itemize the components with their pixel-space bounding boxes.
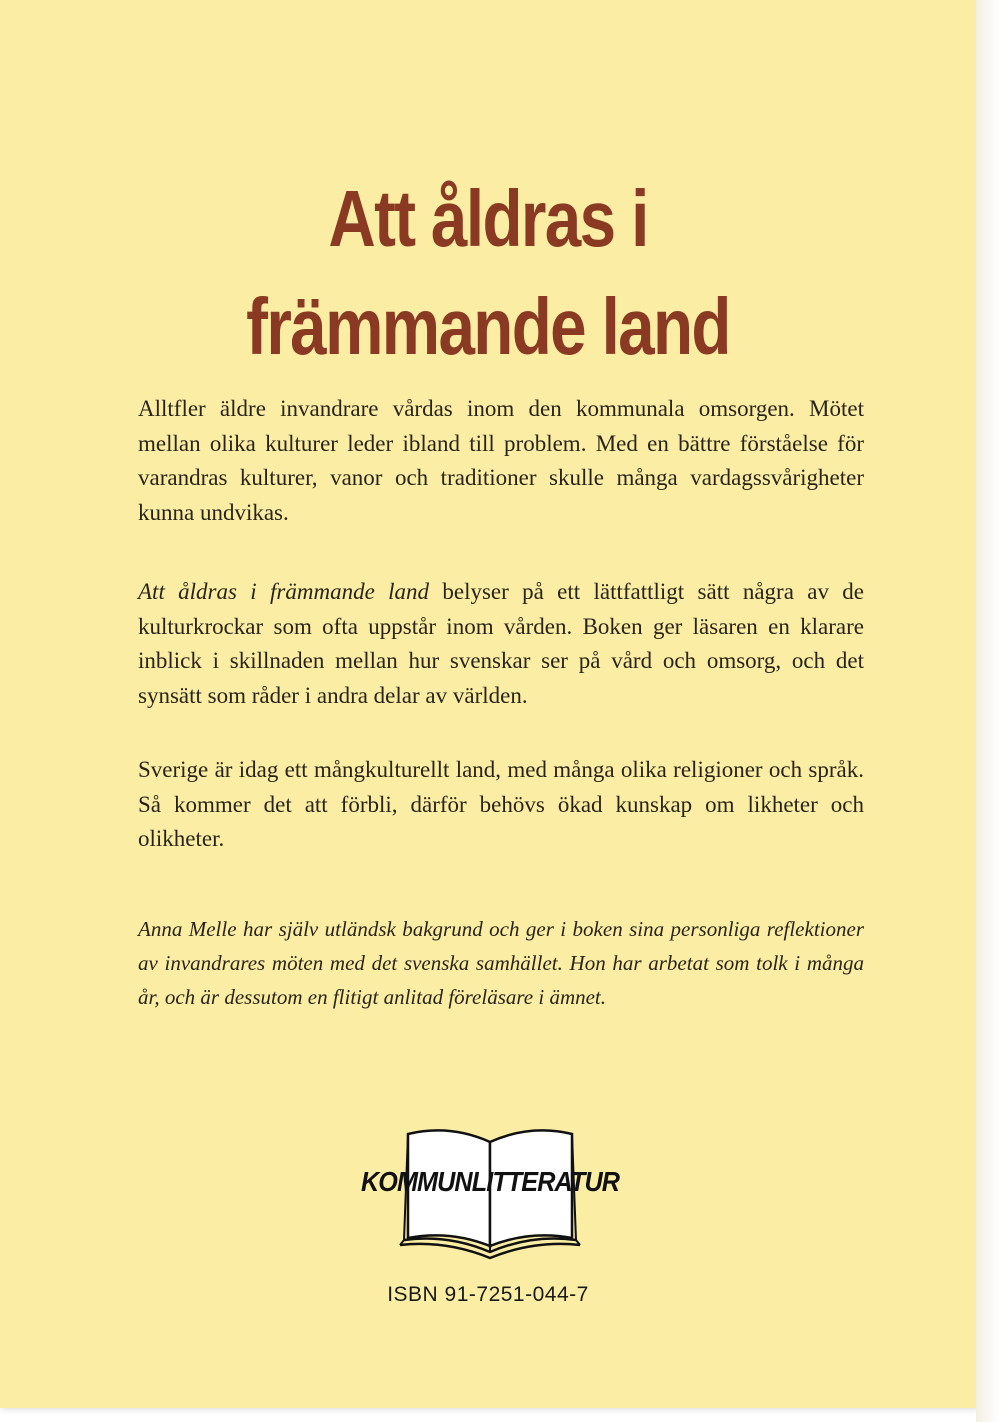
title-line-1: Att åldras i (328, 174, 648, 263)
publisher-logo (340, 1128, 640, 1263)
paragraph-intro: Alltfler äldre invandrare vårdas inom den kommunala omsorgen. Mötet mellan olika kulturer leder ibland till problem. Med en bättre förståelse för varandras kulturer, vanor och traditioner skulle många vardagssvårigheter kunna undvikas. (138, 396, 864, 525)
title-line-2: främmande land (246, 282, 730, 371)
paragraph-description (138, 575, 864, 713)
scan-margin (976, 0, 1000, 1422)
isbn-number: ISBN 91-7251-044-7 (387, 1283, 589, 1306)
inline-book-title: Att åldras i främmande land (138, 579, 430, 604)
book-title (88, 165, 888, 381)
paragraph-sweden: Sverige är idag ett mångkulturellt land, med många olika religioner och språk. Så kommer det att förbli, därför behövs ökad kunskap om likheter och olikheter. (138, 757, 864, 851)
author-bio: Anna Melle har själv utländsk bakgrund och ger i boken sina personliga reflektioner av invandrares möten med det svenska samhället. Hon har arbetat som tolk i många år, och är dessutom en flitigt anlitad föreläsare i ämnet. (138, 917, 864, 1009)
publisher-name: KOMMUNLITTERATUR (360, 1166, 620, 1197)
paragraph-description-text: belyser på ett lättfattligt sätt några av de kulturkrockar som ofta uppstår inom vården. Boken ger läsaren en klarare inblick i skillnaden mellan hur svenskar ser på vård och omsorg, och det synsätt som råder i andra delar av världen. (138, 579, 864, 708)
